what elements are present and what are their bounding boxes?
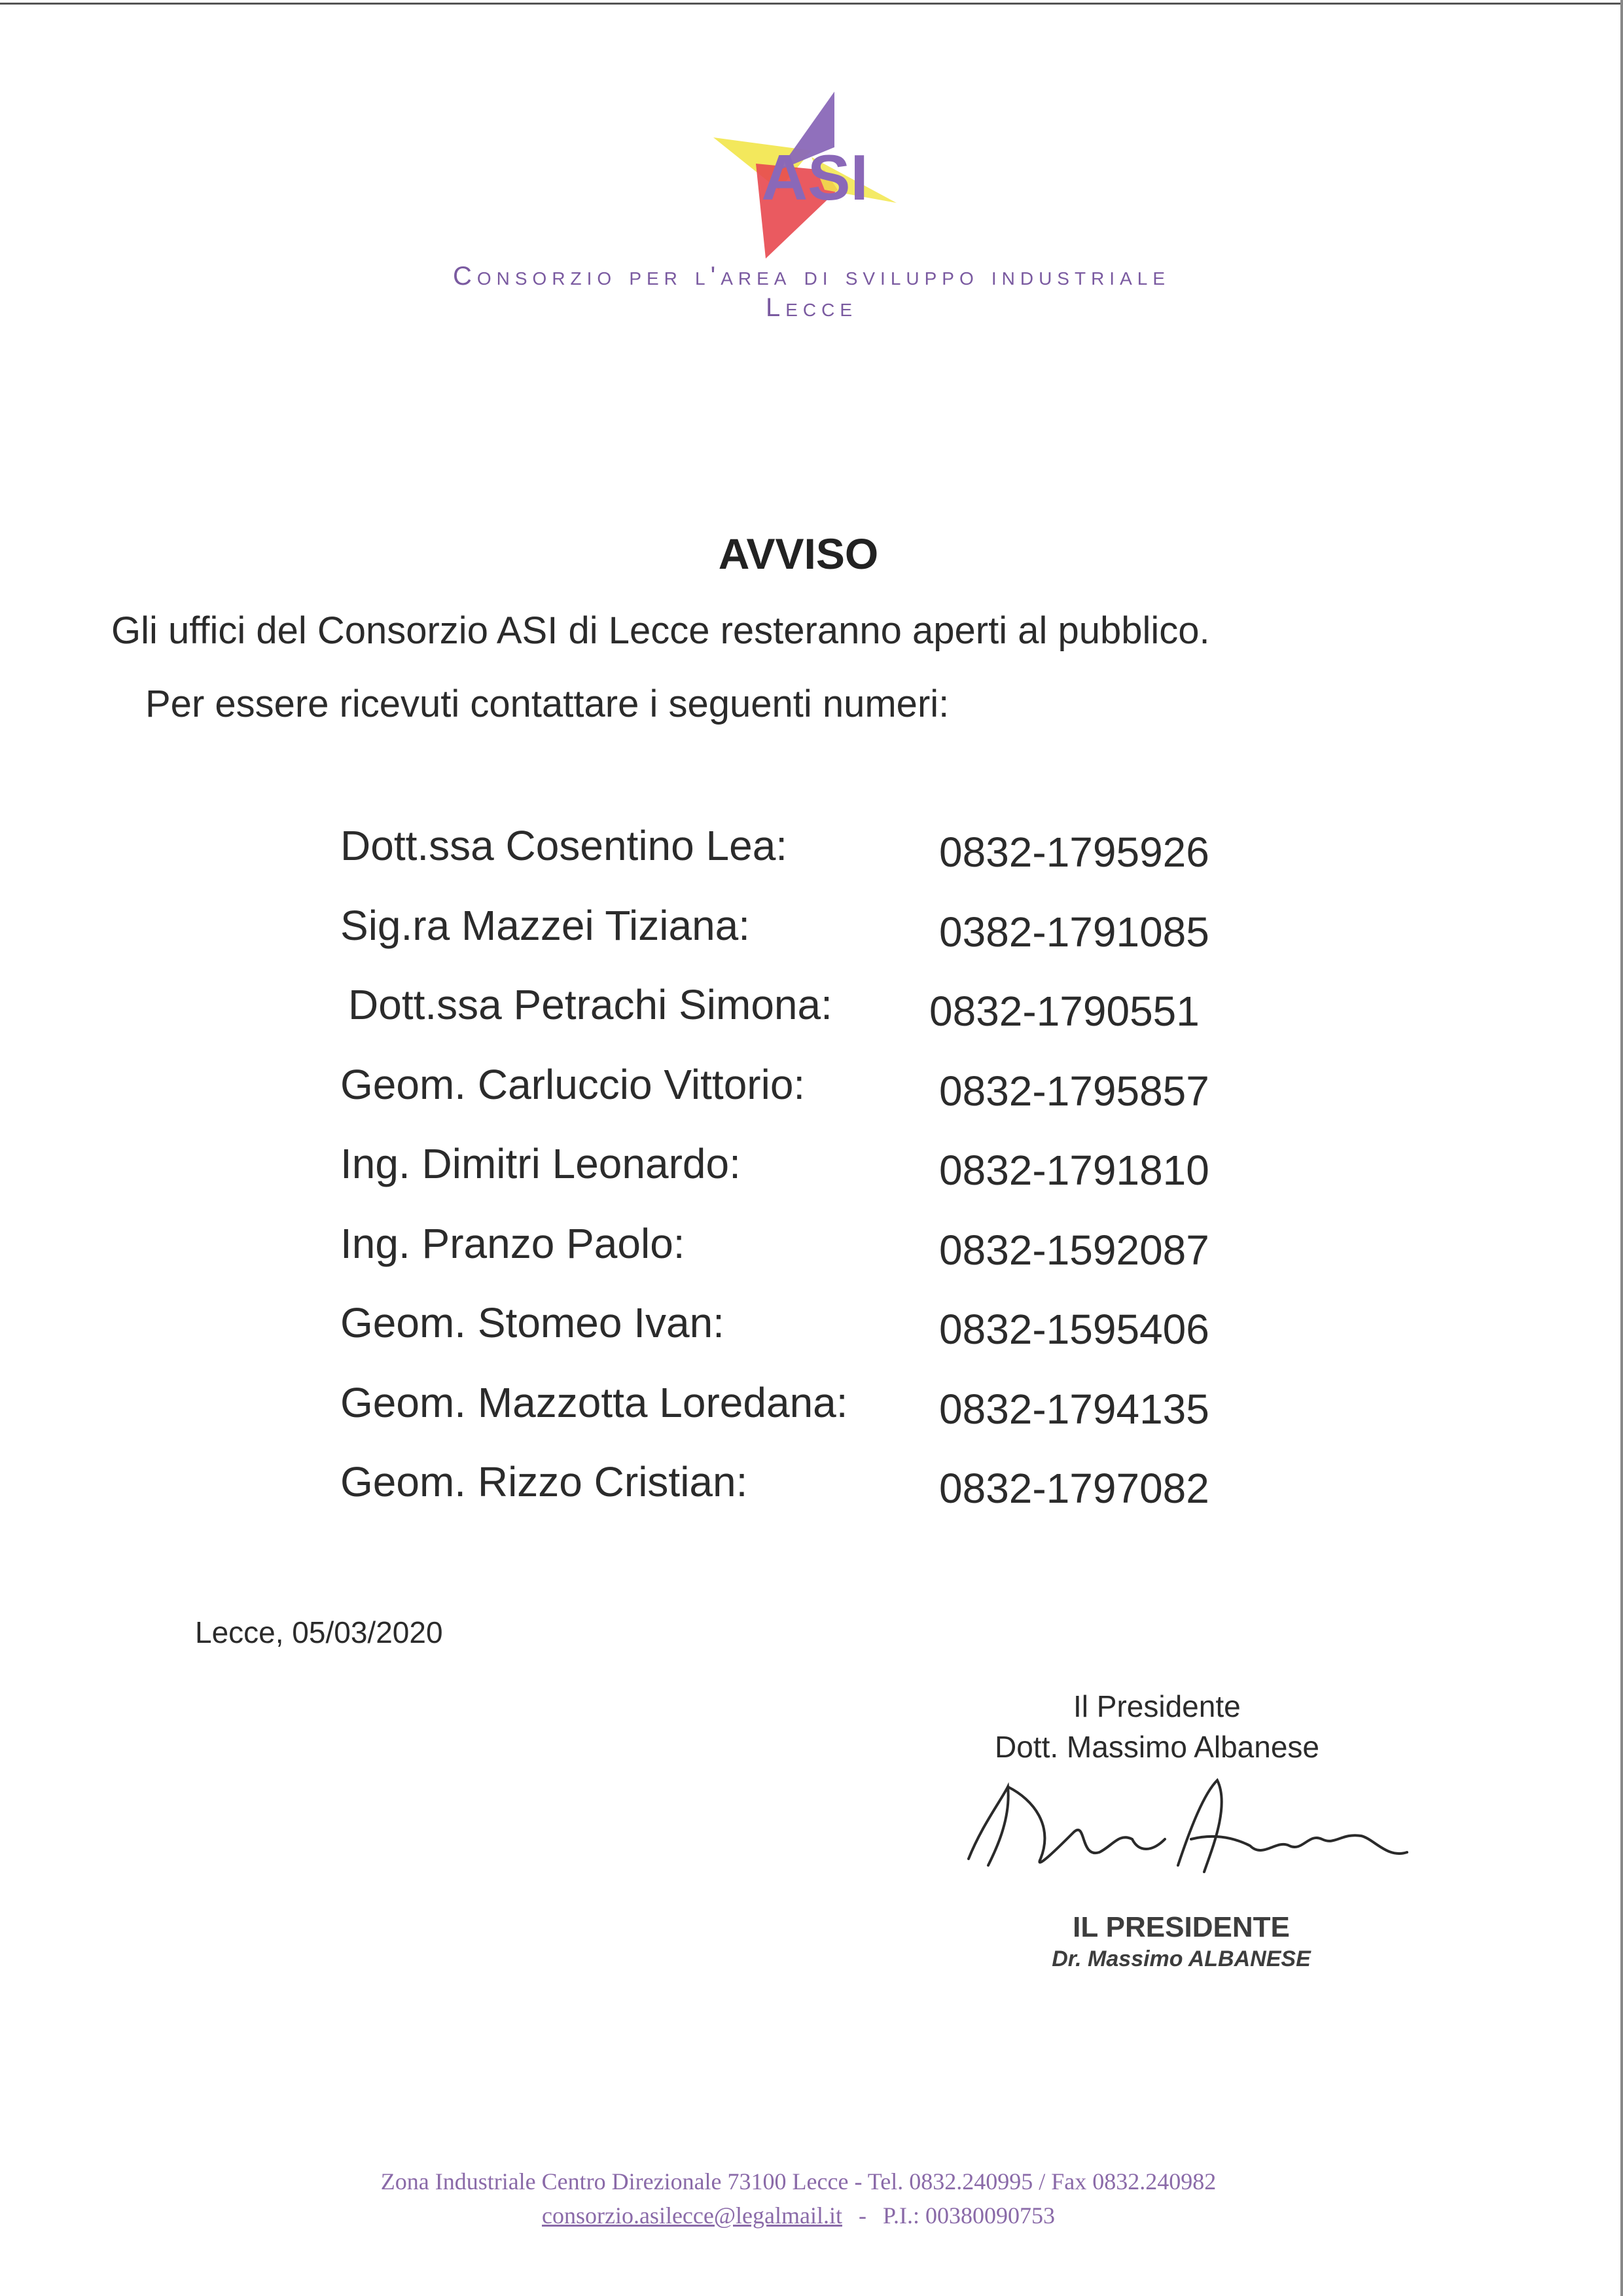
- contact-row: [340, 1299, 1309, 1378]
- contact-name: Geom. Carluccio Vittorio:: [340, 1060, 806, 1108]
- notice-title: AVVISO: [718, 529, 879, 578]
- contact-row: [340, 980, 1309, 1060]
- contact-row: [340, 1139, 1309, 1219]
- scan-edge-right: [1620, 0, 1623, 2296]
- contact-phone: 0382-1791085: [939, 908, 1209, 956]
- footer-separator: -: [858, 2202, 866, 2229]
- contact-name: Geom. Mazzotta Loredana:: [340, 1378, 848, 1426]
- contact-list: [340, 821, 1309, 1537]
- contact-phone: 0832-1790551: [929, 988, 1200, 1035]
- contact-phone: 0832-1795857: [939, 1067, 1209, 1115]
- president-stamp: [1041, 1911, 1322, 1972]
- scan-edge-top: [0, 3, 1623, 5]
- org-name: Consorzio per l'area di sviluppo industriale: [452, 262, 1171, 291]
- contact-row: [340, 1060, 1309, 1140]
- contact-phone: 0832-1791810: [939, 1147, 1209, 1194]
- contact-name: Dott.ssa Cosentino Lea:: [340, 822, 788, 869]
- contact-row: [340, 901, 1309, 981]
- footer-address: Zona Industriale Centro Direzionale 73100 Lecce - Tel. 0832.240995 / Fax 0832.240982: [380, 2168, 1217, 2195]
- contact-name: Dott.ssa Petrachi Simona:: [348, 981, 832, 1028]
- contact-name: Geom. Stomeo Ivan:: [340, 1299, 724, 1346]
- footer-contacts: [0, 2202, 1597, 2229]
- date-line: Lecce, 05/03/2020: [195, 1615, 443, 1649]
- stamp-title: IL PRESIDENTE: [1073, 1911, 1290, 1943]
- contact-phone: 0832-1595406: [939, 1306, 1209, 1353]
- contact-phone: 0832-1797082: [939, 1465, 1209, 1512]
- notice-line-1: Gli uffici del Consorzio ASI di Lecce resteranno aperti al pubblico.: [111, 609, 1210, 652]
- notice-line-2: Per essere ricevuti contattare i seguenti numeri:: [145, 683, 950, 725]
- president-name: Dott. Massimo Albanese: [995, 1730, 1320, 1764]
- contact-name: Geom. Rizzo Cristian:: [340, 1458, 748, 1505]
- contact-row: [340, 821, 1309, 901]
- logo-text: ASI: [761, 141, 868, 213]
- contact-phone: 0832-1794135: [939, 1385, 1209, 1433]
- contact-phone: 0832-1592087: [939, 1226, 1209, 1274]
- org-city: Lecce: [765, 293, 858, 322]
- contact-row: [340, 1458, 1309, 1537]
- contact-row: [340, 1378, 1309, 1458]
- contact-phone: 0832-1795926: [939, 829, 1209, 876]
- contact-name: Ing. Pranzo Paolo:: [340, 1219, 685, 1267]
- stamp-name: Dr. Massimo ALBANESE: [1052, 1946, 1311, 1971]
- signature-image: [955, 1761, 1427, 1892]
- footer-email-link[interactable]: consorzio.asilecce@legalmail.it: [542, 2202, 842, 2229]
- footer-vat: P.I.: 00380090753: [882, 2202, 1055, 2229]
- asi-logo-icon: [707, 92, 903, 268]
- contact-name: Ing. Dimitri Leonardo:: [340, 1140, 741, 1187]
- president-title: Il Presidente: [1073, 1689, 1241, 1723]
- contact-name: Sig.ra Mazzei Tiziana:: [340, 901, 751, 949]
- contact-row: [340, 1219, 1309, 1299]
